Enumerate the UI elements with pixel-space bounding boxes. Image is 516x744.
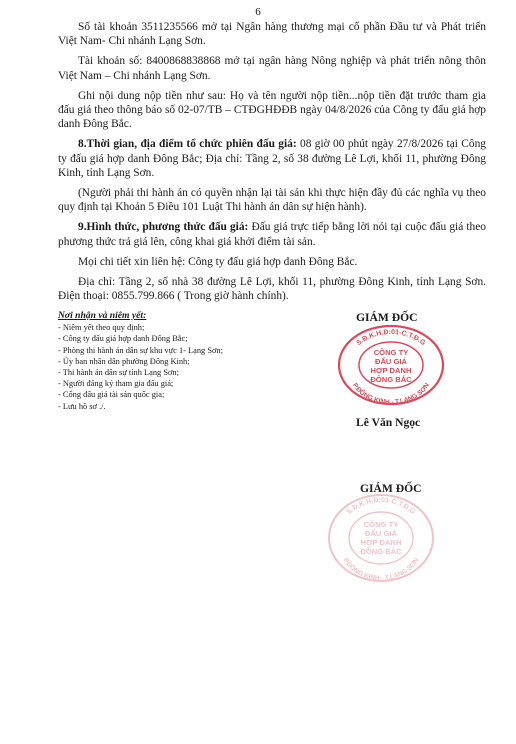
recipients-heading: Nơi nhận và niêm yết: — [58, 310, 147, 321]
document-body — [58, 20, 486, 309]
recipients-list — [58, 310, 288, 412]
stamp-outer-text: S.Đ.K.H.Đ:01-C.T.Đ.G — [355, 328, 427, 348]
recipient-item: - Người đăng ký tham gia đấu giá; — [58, 379, 174, 389]
paragraph-contact: Mọi chi tiết xin liên hệ: Công ty đấu giá hợp danh Đông Bắc. — [78, 255, 358, 268]
signer-name: Lê Văn Ngọc — [356, 416, 421, 429]
stamp-line-1: CÔNG TY — [373, 348, 409, 357]
recipient-item: - Cổng đấu giá tài sản quốc gia; — [58, 390, 165, 400]
paragraph-auction-time-place — [58, 137, 486, 180]
stamp-faint-line-2: ĐẤU GIÁ — [364, 529, 398, 538]
stamp-faint-line-1: CÔNG TY — [363, 520, 399, 529]
stamp-faint-bottom-text: P.ĐÔNG KINH - T.LẠNG SƠN — [341, 556, 421, 583]
signature-title-repeat: GIÁM ĐỐC — [360, 482, 422, 495]
recipient-item: - Lưu hồ sơ ./. — [58, 401, 106, 411]
paragraph-address: Địa chỉ: Tầng 2, số nhà 38 đường Lê Lợi, khối 11, phường Đông Kinh, tỉnh Lạng Sơn. Điện thoại: 0855.799.866 ( Trong giờ hành chính). — [58, 276, 486, 303]
recipient-item: - Niêm yết theo quy định; — [58, 323, 145, 333]
recipient-item: - Thi hành án dân sự tỉnh Lạng Sơn; — [58, 368, 179, 378]
page-number: 6 — [255, 6, 261, 18]
stamp-faint-line-4: ĐÔNG BẮC — [360, 547, 402, 556]
paragraph-auction-method — [58, 220, 486, 248]
company-stamp-faint — [326, 492, 436, 584]
paragraph-payment-note: Ghi nội dung nộp tiền như sau: Họ và tên người nộp tiền...nộp tiền đặt trước tham gia đấu giá theo thông báo số 02-07/TB – CTĐGHĐĐB ngày 04/8/2026 của Công ty đấu giá hợp danh Đông Bắc. — [58, 89, 486, 131]
paragraph-bank-account-2: Tài khoản số: 8400868838868 mở tại ngân hàng Nông nghiệp và phát triển nông thôn Việt Nam – Chi nhánh Lạng Sơn. — [58, 55, 486, 82]
stamp-faint-line-3: HỢP DANH — [360, 538, 402, 547]
recipient-item: - Công ty đấu giá hợp danh Đông Bắc; — [58, 334, 188, 344]
section-9-heading: 9.Hình thức, phương thức đấu giá: — [78, 221, 249, 234]
stamp-line-4: ĐÔNG BẮC — [370, 375, 412, 384]
section-9-text: Đấu giá trực tiếp bằng lời nói tại cuộc đấu giá theo phương thức trả giá lên, công khai giá khởi điểm tài sản. — [58, 221, 486, 248]
section-8-heading: 8.Thời gian, địa điểm tổ chức phiên đấu giá: — [78, 138, 297, 151]
recipient-item: - Ủy ban nhân dân phường Đông Kinh; — [58, 356, 190, 366]
stamp-faint-outer-text: S.Đ.K.H.Đ:01-C.T.Đ.G — [345, 496, 417, 516]
recipient-item: - Phòng thi hành án dân sự khu vực 1- Lạng Sơn; — [58, 345, 223, 355]
company-stamp — [336, 324, 446, 406]
signature-title: GIÁM ĐỐC — [356, 311, 418, 324]
paragraph-bank-account-1: Số tài khoản 3511235566 mở tại Ngân hàng thương mại cổ phần Đầu tư và Phát triển Việt Nam- Chi nhánh Lạng Sơn. — [58, 21, 486, 48]
signature-block — [300, 310, 490, 450]
paragraph-obligation-note: (Người phải thi hành án có quyền nhận lại tài sản khi thực hiện đầy đủ các nghĩa vụ theo quy định tại Khoản 5 Điều 101 Luật Thi hành án dân sự hiện hành). — [58, 187, 486, 214]
stamp-line-2: ĐẤU GIÁ — [374, 357, 408, 366]
stamp-bottom-text: P.ĐÔNG KINH - T.LẠNG SƠN — [350, 382, 432, 406]
section-8-text: 08 giờ 00 phút ngày 27/8/2026 tại Công ty đấu giá hợp danh Đông Bắc; Địa chỉ: Tầng 2, số 38 đường Lê Lợi, khối 11, phường Đông Kinh, tỉnh Lạng Sơn. — [58, 138, 486, 179]
stamp-line-3: HỢP DANH — [370, 366, 412, 375]
